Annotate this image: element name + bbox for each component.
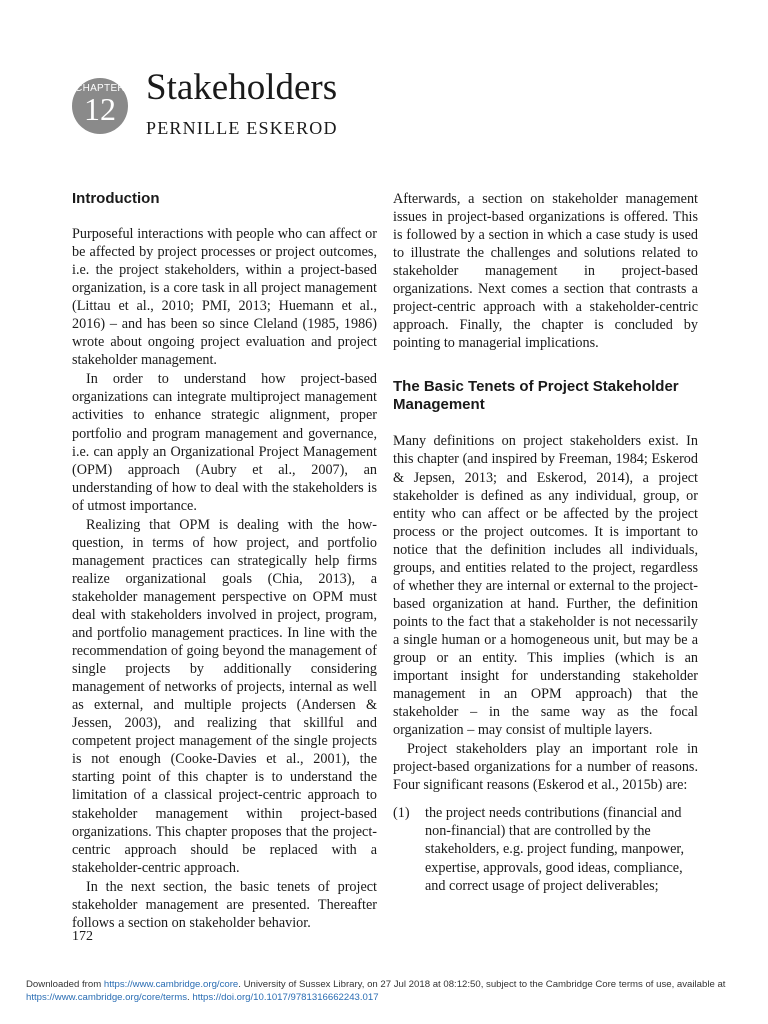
paragraph: In the next section, the basic tenets of project stakeholder management are presented. Thereafter follows a section on stakeholder behavior. bbox=[72, 878, 377, 931]
paragraph: Purposeful interactions with people who can affect or be affected by project processes or project outcomes, i.e. the project stakeholders, within a project-based organization, is a core task in all project management (Littau et al., 2010; PMI, 2013; Huemann et al., 2016) – and has been so since Cleland (1985, 1986) wrote about ongoing project evaluation and project stakeholder management. bbox=[72, 226, 377, 369]
section-heading-introduction: Introduction bbox=[72, 190, 160, 207]
list-item-number: (1) bbox=[393, 805, 410, 822]
right-column bbox=[393, 190, 698, 895]
paragraph: Afterwards, a section on stakeholder management issues in project-based organizations is offered. This is followed by a section in which a case study is used to illustrate the challenges and solutions related to stakeholder management in project-based organizations. Next comes a section that contrasts a project-centric approach with a stakeholder-centric approach. Finally, the chapter is concluded by pointing to managerial implications. bbox=[393, 191, 698, 352]
cambridge-core-link[interactable]: https://www.cambridge.org/core bbox=[103, 979, 239, 990]
list-item-text: the project needs contributions (financial and non-financial) that are controlled by the stakeholders, e.g. project funding, manpower, expertise, approvals, good ideas, compliance, and correct usage of project deliverables; bbox=[425, 805, 685, 894]
paragraph: Realizing that OPM is dealing with the how-question, in terms of how project, and portfolio management practices can strategically help firms realize organizational goals (Chia, 2013), a stakeholder management perspective on OPM must deal with stakeholders involved in project, program, and portfolio management practices. In line with the recommendation of going beyond the management of single projects by additionally considering management of networks of projects, internal as well as external, and multiple projects (Andersen & Jessen, 2003), and realizing that skillful and competent project management of the single projects is not enough (Cooke-Davies et al., 2001), the starting point of this chapter is to understand the limitation of a classical project-centric approach to stakeholder management within project-based organizations. This chapter proposes that the project-centric approach should be replaced with a stakeholder-centric approach. bbox=[72, 516, 377, 876]
section-heading-basic-tenets: The Basic Tenets of Project Stakeholder Management bbox=[393, 378, 679, 414]
footer-sep: . bbox=[187, 991, 193, 1003]
paragraph: In order to understand how project-based organizations can integrate multiproject management activities to enhance strategic alignment, proper portfolio and program management and governance, i.e. can apply an Organizational Project Management (OPM) approach (Aubry et al., 2007), an understanding of how to deal with the stakeholders is of utmost importance. bbox=[72, 371, 377, 514]
footer-middle: . University of Sussex Library, on 27 Jul 2018 at 08:12:50, subject to the Cambridge Core terms of use, available at bbox=[238, 979, 726, 990]
chapter-label: CHAPTER bbox=[75, 83, 125, 94]
paragraph: Project stakeholders play an important role in project-based organizations for a number of reasons. Four significant reasons (Eskerod et al., 2015b) are: bbox=[393, 741, 698, 794]
doi-link[interactable]: https://doi.org/10.1017/9781316662243.017 bbox=[192, 991, 379, 1003]
download-footer bbox=[26, 979, 750, 1004]
author-name: PERNILLE ESKEROD bbox=[146, 118, 338, 138]
chapter-badge bbox=[72, 78, 128, 134]
chapter-title: Stakeholders bbox=[146, 67, 338, 108]
chapter-number: 12 bbox=[84, 91, 116, 127]
list-item bbox=[393, 804, 698, 894]
page-number: 172 bbox=[72, 929, 93, 944]
footer-prefix: Downloaded from bbox=[26, 979, 104, 990]
paragraph: Many definitions on project stakeholders exist. In this chapter (and inspired by Freeman, 1984; Eskerod & Jepsen, 2013; and Eskerod, 2014), a project stakeholder is defined as any individual, group, or entity who can affect or be affected by the project process or the project outcomes. It is important to notice that the definition includes all individuals, groups, and entities related to the project, regardless of whether they are internal or external to the project-based organization at hand. Further, the definition points to the fact that a stakeholder is not necessarily a single human or a homogeneous unit, but may be a group or an entity. This implies (which is an important insight for understanding stakeholder management in an OPM approach) that the stakeholder – in the same way as the focal organization – may consist of multiple layers. bbox=[393, 433, 698, 739]
left-column bbox=[72, 190, 377, 932]
terms-link[interactable]: https://www.cambridge.org/core/terms bbox=[26, 991, 188, 1003]
